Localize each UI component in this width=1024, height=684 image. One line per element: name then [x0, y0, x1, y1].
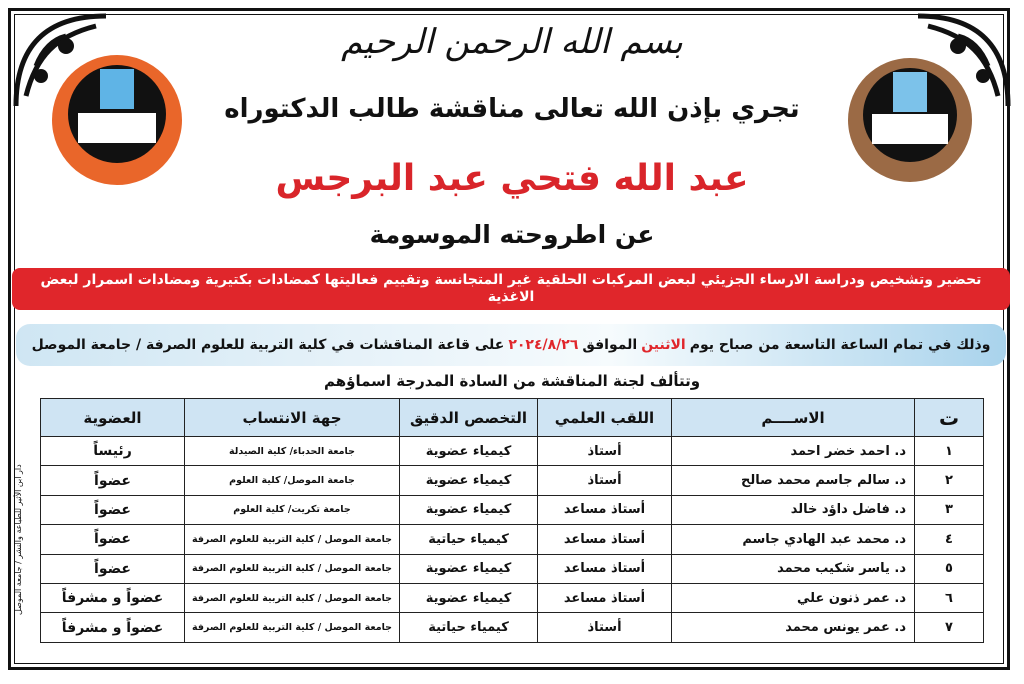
academic-title: أستاذ مساعد	[538, 554, 672, 583]
affiliation: جامعة الموصل / كلية التربية للعلوم الصرفة	[185, 583, 400, 612]
affiliation: جامعة الموصل/ كلية العلوم	[185, 466, 400, 495]
specialty: كيمياء عضوية	[400, 583, 538, 612]
membership: عضواً	[41, 554, 185, 583]
specialty: كيمياء عضوية	[400, 554, 538, 583]
specialty: كيمياء عضوية	[400, 495, 538, 524]
table-row	[41, 466, 984, 495]
row-number: ٣	[915, 495, 984, 524]
student-name: عبد الله فتحي عبد البرجس	[275, 158, 749, 199]
member-name: د. سالم جاسم محمد صالح	[672, 466, 915, 495]
affiliation: جامعة الحدباء/ كلية الصيدلة	[185, 437, 400, 466]
member-name: د. فاضل داؤد خالد	[672, 495, 915, 524]
row-number: ٥	[915, 554, 984, 583]
college-of-education-logo	[848, 58, 972, 182]
affiliation: جامعة تكريت/ كلية العلوم	[185, 495, 400, 524]
table-row	[41, 525, 984, 554]
table-row	[41, 554, 984, 583]
table-row	[41, 437, 984, 466]
membership: رئيساً	[41, 437, 185, 466]
header-title: اللقب العلمي	[538, 399, 672, 437]
member-name: د. عمر يونس محمد	[672, 613, 915, 642]
committee-table	[40, 398, 984, 643]
table-row	[41, 613, 984, 642]
member-name: د. عمر ذنون علي	[672, 583, 915, 612]
academic-title: أستاذ	[538, 437, 672, 466]
committee-intro: وتتألف لجنة المناقشة من السادة المدرجة اسماؤهم	[323, 372, 701, 390]
row-number: ٦	[915, 583, 984, 612]
header-specialty: التخصص الدقيق	[400, 399, 538, 437]
specialty: كيمياء حياتية	[400, 525, 538, 554]
affiliation: جامعة الموصل / كلية التربية للعلوم الصرفة	[185, 554, 400, 583]
schedule-date: ٢٠٢٤/٨/٢٦	[508, 336, 579, 353]
table-row	[41, 495, 984, 524]
basmala: بسم الله الرحمن الرحيم	[341, 22, 683, 62]
row-number: ٤	[915, 525, 984, 554]
academic-title: أستاذ	[538, 466, 672, 495]
specialty: كيمياء عضوية	[400, 466, 538, 495]
thesis-title-banner: تحضير وتشخيص ودراسة الارساء الجزيئي لبعض المركبات الحلقية غير المتجانسة وتقييم فعاليتها كمضادات بكتيرية ومضادات اسمرار لبعض الاغذية	[12, 268, 1010, 310]
schedule-day: الاثنين	[641, 336, 686, 353]
header-name: الاســــم	[672, 399, 915, 437]
member-name: د. احمد خضر احمد	[672, 437, 915, 466]
row-number: ٧	[915, 613, 984, 642]
row-number: ١	[915, 437, 984, 466]
affiliation: جامعة الموصل / كلية التربية للعلوم الصرفة	[185, 525, 400, 554]
specialty: كيمياء حياتية	[400, 613, 538, 642]
membership: عضواً و مشرفاً	[41, 613, 185, 642]
membership: عضواً	[41, 525, 185, 554]
membership: عضواً	[41, 466, 185, 495]
thesis-intro: عن اطروحته الموسومة	[369, 220, 655, 249]
header-number: ت	[915, 399, 984, 437]
announcement-line: تجري بإذن الله تعالى مناقشة طالب الدكتوراه	[224, 94, 800, 124]
schedule-part1: وذلك في تمام الساعة التاسعة من صباح يوم	[689, 336, 991, 353]
academic-title: أستاذ مساعد	[538, 583, 672, 612]
schedule-banner	[16, 324, 1006, 366]
header-membership: العضوية	[41, 399, 185, 437]
academic-title: أستاذ مساعد	[538, 525, 672, 554]
printer-credit: دار ابن الأثير للطباعة والنشر / جامعة الموصل	[14, 464, 23, 616]
affiliation: جامعة الموصل / كلية التربية للعلوم الصرفة	[185, 613, 400, 642]
schedule-part2: الموافق	[582, 336, 638, 353]
academic-title: أستاذ مساعد	[538, 495, 672, 524]
university-of-mosul-logo	[52, 55, 182, 185]
membership: عضواً	[41, 495, 185, 524]
member-name: د. ياسر شكيب محمد	[672, 554, 915, 583]
header-affiliation: جهة الانتساب	[185, 399, 400, 437]
table-header-row	[41, 399, 984, 437]
schedule-part3: على قاعة المناقشات في كلية التربية للعلوم الصرفة / جامعة الموصل	[31, 336, 505, 353]
membership: عضواً و مشرفاً	[41, 583, 185, 612]
table-row	[41, 583, 984, 612]
member-name: د. محمد عبد الهادي جاسم	[672, 525, 915, 554]
academic-title: أستاذ	[538, 613, 672, 642]
specialty: كيمياء عضوية	[400, 437, 538, 466]
row-number: ٢	[915, 466, 984, 495]
